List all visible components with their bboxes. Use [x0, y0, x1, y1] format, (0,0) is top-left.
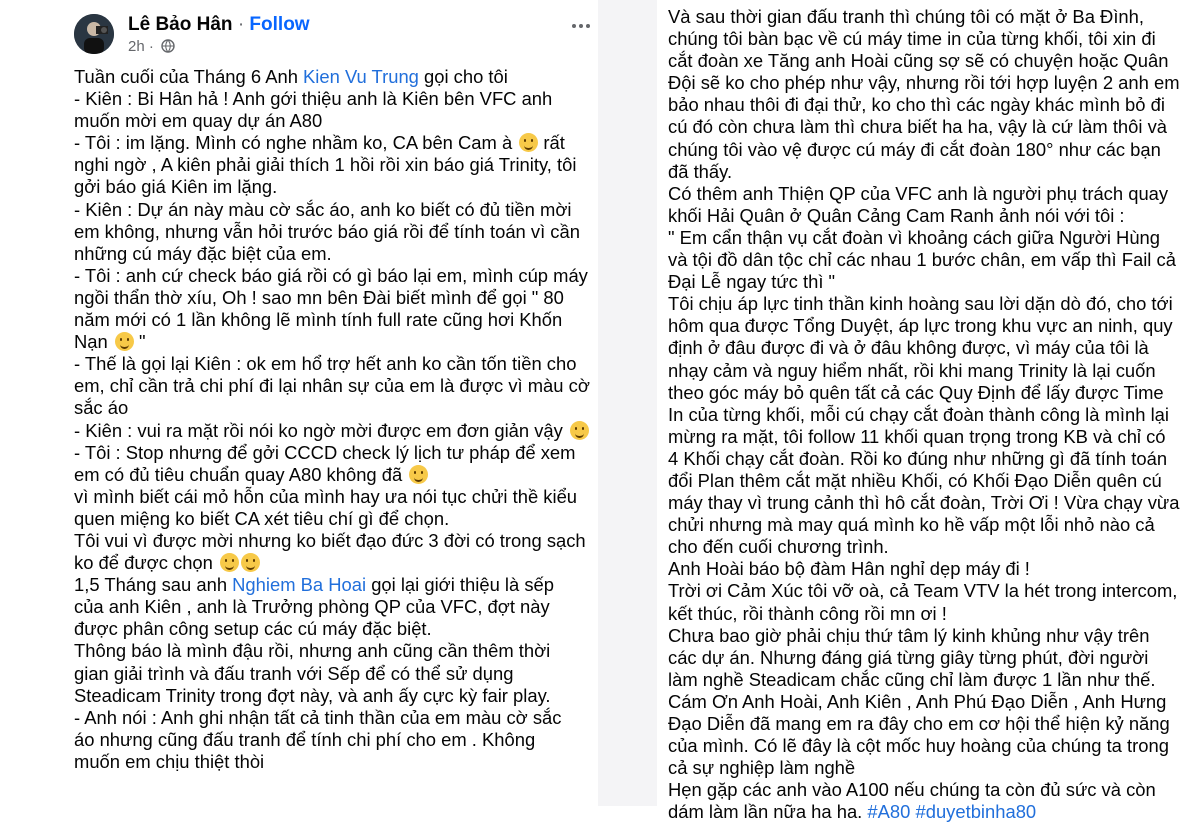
text-line: [668, 161, 1180, 183]
text-line: [74, 618, 590, 640]
text-segment: ko để được chọn: [74, 552, 218, 574]
text-segment: định ở đâu được đi và ở đâu không được, vì máy của tôi là: [668, 337, 1149, 359]
emoji-icon: [115, 332, 134, 351]
text-segment: gọi cho tôi: [418, 66, 508, 87]
text-line: [668, 669, 1180, 691]
text-line: [668, 315, 1180, 337]
text-segment: Hẹn gặp các anh vào A100 nếu chúng ta còn đủ sức và còn: [668, 779, 1156, 801]
text-segment: của anh Kiên , anh là Trưởng phòng QP của VFC, đợt này: [74, 596, 550, 618]
text-line: [74, 486, 590, 508]
hashtag-link[interactable]: #A80: [867, 801, 911, 823]
text-segment: nhạy cảm và nguy hiểm nhất, rồi khi mang Trinity là lại cuốn: [668, 359, 1156, 381]
mention-link[interactable]: Nghiem Ba Hoai: [232, 574, 367, 596]
text-line: [668, 492, 1180, 514]
text-segment: em có đủ tiêu chuẩn quay A80 không đã: [74, 463, 408, 485]
follow-button[interactable]: Follow: [249, 14, 310, 35]
text-segment: dám làm lần nữa ha ha.: [668, 801, 868, 823]
text-line: [74, 176, 590, 198]
text-line: [668, 691, 1180, 713]
text-segment: gọi lại giới thiệu là sếp: [366, 574, 554, 596]
text-segment: áo nhưng cũng đấu tranh để tính chi phí cho em . Không: [74, 728, 536, 750]
text-line: [668, 360, 1180, 382]
text-segment: - Kiên : Bi Hân hả ! Anh gới thiệu anh là Kiên bên VFC anh: [74, 88, 553, 110]
text-segment: cú đó còn chưa làm thì chưa biết ha ha, vậy là cứ làm thôi và: [668, 116, 1167, 138]
text-line: [74, 243, 590, 265]
text-line: [668, 625, 1180, 647]
text-segment: em không, nhưng vẫn hỏi trước báo giá rồi để tính toán vì cần: [74, 220, 580, 242]
text-line: [668, 470, 1180, 492]
text-segment: Và sau thời gian đấu tranh thì chúng tôi có mặt ở Ba Đình,: [668, 6, 1144, 27]
text-line: [668, 757, 1180, 779]
text-line: [74, 442, 590, 464]
text-line: [668, 426, 1180, 448]
text-segment: cả sự nghiệp làm nghề: [668, 757, 856, 779]
text-line: [668, 448, 1180, 470]
text-line: [74, 221, 590, 243]
text-segment: " Em cẩn thận vụ cắt đoàn vì khoảng cách giữa Người Hùng: [668, 226, 1161, 248]
text-line: [74, 110, 590, 132]
text-segment: Tôi chịu áp lực tinh thần kinh hoàng sau lời dặn dò đó, cho tới: [668, 293, 1173, 315]
text-line: [74, 508, 590, 530]
text-line: [668, 94, 1180, 116]
author-name[interactable]: Lê Bảo Hân: [128, 14, 233, 35]
text-line: [668, 183, 1180, 205]
text-segment: ": [133, 331, 146, 353]
text-line: [668, 249, 1180, 271]
text-line: [74, 729, 590, 751]
text-line: [74, 397, 590, 419]
post-body-left: [74, 66, 590, 773]
text-line: [74, 685, 590, 707]
text-line: [74, 552, 590, 574]
text-segment: Tuần cuối của Tháng 6 Anh: [74, 66, 304, 87]
text-line: [74, 132, 590, 154]
text-line: [74, 88, 590, 110]
text-segment: Chưa bao giờ phải chịu thứ tâm lý kinh khủng như vậy trên: [668, 624, 1150, 646]
text-segment: Đại Lễ ngay tức thì ": [668, 271, 836, 293]
post-body-right: [668, 6, 1180, 823]
text-line: [74, 640, 590, 662]
text-line: [668, 293, 1180, 315]
text-line: [74, 464, 590, 486]
text-line: [74, 530, 590, 552]
text-line: [74, 353, 590, 375]
text-line: [668, 139, 1180, 161]
text-segment: Anh Hoài báo bộ đàm Hân nghỉ dẹp máy đi !: [668, 558, 1030, 580]
text-segment: cắt đoàn xe Tăng anh Hoài cũng sợ sẽ có chuyện hoặc Quân: [668, 50, 1169, 72]
text-segment: em, chỉ cần trả chi phí đi lại nhân sự của em là được vì màu cờ: [74, 375, 590, 397]
text-segment: cho đến cuối chương trình.: [668, 536, 889, 558]
text-line: [668, 647, 1180, 669]
text-segment: năm mới có 1 lần không lẽ mình tính full rate cũng hơi Khốn: [74, 309, 563, 331]
text-segment: nghi ngờ , A kiên phải giải thích 1 hồi rồi xin báo giá Trinity, tôi: [74, 154, 577, 176]
text-segment: 1,5 Tháng sau anh: [74, 574, 233, 596]
text-segment: bảo nhau thôi đi đại thử, ko cho thì các ngày khác mình bỏ đi: [668, 94, 1165, 116]
text-segment: - Thế là gọi lại Kiên : ok em hổ trợ hết anh ko cần tốn tiền cho: [74, 353, 577, 375]
text-segment: khối Hải Quân ở Quân Cảng Cam Ranh ảnh nói với tôi :: [668, 204, 1125, 226]
text-segment: vì mình biết cái mỏ hỗn của mình hay ưa nói tục chửi thề kiểu: [74, 485, 578, 507]
emoji-icon: [220, 553, 239, 572]
mention-link[interactable]: Kien Vu Trung: [303, 66, 419, 87]
text-segment: - Anh nói : Anh ghi nhận tất cả tinh thần của em màu cờ sắc: [74, 706, 562, 728]
text-segment: chúng tôi bàn bạc về cú máy time in của từng khối, tôi xin đi: [668, 28, 1156, 50]
text-line: [668, 72, 1180, 94]
text-line: [74, 420, 590, 442]
text-line: [74, 707, 590, 729]
text-line: [668, 558, 1180, 580]
post-time[interactable]: 2h: [128, 38, 145, 55]
text-segment: gởi báo giá Kiên im lặng.: [74, 176, 278, 198]
text-segment: sắc áo: [74, 397, 129, 419]
text-segment: Tôi vui vì được mời nhưng ko biết đạo đức 3 đời có trong sạch: [74, 529, 586, 551]
post-header: [74, 10, 594, 60]
emoji-icon: [519, 133, 538, 152]
text-segment: rất: [538, 132, 565, 154]
time-separator: ·: [148, 38, 154, 55]
text-line: [74, 375, 590, 397]
text-line: [74, 663, 590, 685]
text-line: [74, 66, 590, 88]
text-line: [668, 205, 1180, 227]
text-segment: kết thúc, rồi thành công rồi mn ơi !: [668, 602, 947, 624]
name-separator: ·: [237, 14, 245, 35]
text-segment: làm nghề Steadicam chắc cũng chỉ làm được 1 lần như thế.: [668, 668, 1156, 690]
text-line: [668, 779, 1180, 801]
text-segment: In của từng khối, mỗi cú chạy cắt đoàn thành công là mình lại: [668, 403, 1169, 425]
text-line: [74, 265, 590, 287]
text-line: [668, 116, 1180, 138]
text-segment: máy thay vì trung cảnh thì hô cắt đoàn, Trời Ơi ! Vừa chạy vừa: [668, 492, 1180, 514]
text-line: [668, 337, 1180, 359]
text-line: [668, 227, 1180, 249]
text-line: [74, 309, 590, 331]
text-segment: - Tôi : anh cứ check báo giá rồi có gì báo lại em, mình cúp máy: [74, 264, 588, 286]
text-segment: Thông báo là mình đậu rồi, nhưng anh cũng cần thêm thời: [74, 640, 551, 662]
text-line: [668, 404, 1180, 426]
text-segment: chửi nhưng mà may quá mình ko hề vấp một lỗi nhỏ nào cả: [668, 514, 1155, 536]
text-segment: gian giải trình và đấu tranh với Sếp để có thể sử dụng: [74, 662, 514, 684]
text-segment: các dự án. Nhưng đáng giá từng giây từng phút, đời người: [668, 646, 1149, 668]
emoji-icon: [570, 421, 589, 440]
hashtag-link[interactable]: #duyetbinha80: [915, 801, 1037, 823]
text-segment: và tội đồ dân tộc chỉ các nhau 1 bước chân, em vấp thì Fail cả: [668, 249, 1176, 271]
text-line: [668, 735, 1180, 757]
text-line: [668, 50, 1180, 72]
text-segment: Có thêm anh Thiện QP của VFC anh là người phụ trách quay: [668, 182, 1169, 204]
emoji-icon: [241, 553, 260, 572]
text-line: [668, 801, 1180, 823]
text-line: [668, 514, 1180, 536]
text-line: [74, 596, 590, 618]
text-line: [74, 331, 590, 353]
text-segment: quen miệng ko biết CA xét tiêu chí gì để chọn.: [74, 507, 450, 529]
text-segment: - Kiên : vui ra mặt rồi nói ko ngờ mời được em đơn giản vậy: [74, 419, 568, 441]
text-segment: được phân công setup các cú máy đặc biệt.: [74, 618, 432, 640]
text-segment: chúng tôi vào vệ được cú máy đi cắt đoàn 180° như các bạn: [668, 138, 1161, 160]
text-segment: của mình. Có lẽ đây là cột mốc huy hoàng của chúng ta trong: [668, 735, 1169, 757]
text-line: [668, 382, 1180, 404]
panel-divider: [598, 0, 657, 806]
avatar[interactable]: [74, 14, 114, 54]
text-segment: đã thấy.: [668, 160, 733, 182]
text-segment: đổi Plan thêm cắt mặt nhiều Khối, có Khối Đạo Diễn quên cú: [668, 469, 1162, 491]
text-line: [74, 751, 590, 773]
text-line: [668, 6, 1180, 28]
text-segment: Nạn: [74, 331, 113, 353]
text-line: [74, 199, 590, 221]
text-line: [74, 287, 590, 309]
text-segment: Đội sẽ ko cho phép như vậy, nhưng rồi tới hợp luyện 2 anh em: [668, 72, 1180, 94]
text-segment: những cú máy đặc biệt của em.: [74, 242, 332, 264]
text-line: [668, 580, 1180, 602]
text-line: [668, 603, 1180, 625]
text-segment: theo góc máy bỏ quên tất cả các Quy Định để lấy được Time: [668, 381, 1164, 403]
text-line: [668, 536, 1180, 558]
text-segment: mừng ra mặt, tôi follow 11 khối quan trọng trong KB và chỉ có: [668, 425, 1166, 447]
text-segment: muốn em chịu thiệt thòi: [74, 750, 265, 772]
text-segment: 4 Khối chạy cắt đoàn. Rồi ko đúng như những gì đã tính toán: [668, 447, 1168, 469]
text-line: [74, 574, 590, 596]
text-line: [668, 28, 1180, 50]
emoji-icon: [409, 465, 428, 484]
text-segment: Đạo Diễn đã mang em ra đây cho em cơ hội thể hiện kỷ năng: [668, 713, 1170, 734]
text-segment: - Tôi : Stop nhưng để gởi CCCD check lý lịch tư pháp để xem: [74, 441, 576, 463]
text-segment: muốn mời em quay dự án A80: [74, 110, 323, 132]
text-segment: ngồi thẩn thờ xíu, Oh ! sao mn bên Đài biết mình để gọi " 80: [74, 286, 564, 308]
text-segment: Trời ơi Cảm Xúc tôi vỡ oà, cả Team VTV la hét trong intercom,: [668, 580, 1178, 602]
more-horizontal-icon[interactable]: [568, 16, 594, 36]
text-segment: Cám Ơn Anh Hoài, Anh Kiên , Anh Phú Đạo Diễn , Anh Hưng: [668, 690, 1167, 712]
globe-icon: [161, 39, 175, 53]
text-segment: - Kiên : Dự án này màu cờ sắc áo, anh ko biết có đủ tiền mời: [74, 198, 572, 220]
text-segment: Steadicam Trinity trong đợt này, và anh ấy cực kỳ fair play.: [74, 684, 551, 706]
text-line: [668, 271, 1180, 293]
text-segment: hôm qua được Tổng Duyệt, áp lực trong khu vực an ninh, quy: [668, 315, 1173, 337]
text-line: [74, 154, 590, 176]
text-segment: - Tôi : im lặng. Mình có nghe nhầm ko, CA bên Cam à: [74, 132, 518, 154]
text-line: [668, 713, 1180, 735]
